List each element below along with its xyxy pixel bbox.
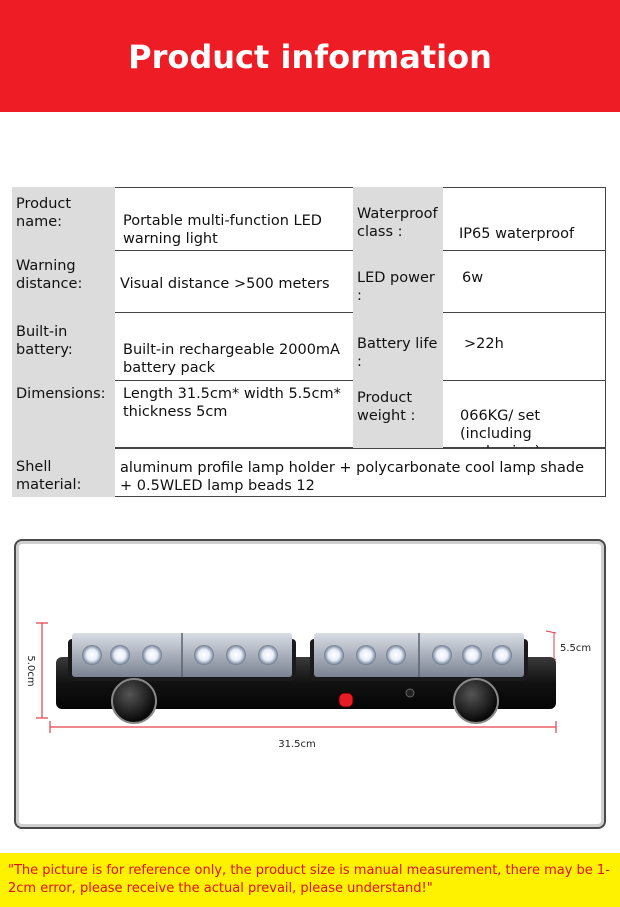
led-value: 6w xyxy=(462,270,484,286)
weight-label: Product weight : xyxy=(357,390,416,424)
width-label: 31.5cm xyxy=(278,739,316,750)
battery-life-value: >22h xyxy=(464,336,504,352)
disclaimer-text: "The picture is for reference only, the product size is manual measurement, there may be 1-2cm error, please receive the actual prevail, please understand!" xyxy=(8,863,610,896)
battery-label-cell xyxy=(12,313,115,381)
led-value-cell xyxy=(443,251,606,313)
product-name-label: Product name: xyxy=(16,196,72,230)
shell-label-cell xyxy=(12,448,115,497)
disclaimer-banner xyxy=(0,853,620,907)
product-name-value: Portable multi-function LED warning light xyxy=(123,213,322,247)
dimensions-value-cell xyxy=(115,381,353,448)
led-label-cell xyxy=(353,251,443,313)
height-dimension xyxy=(25,623,48,718)
spec-table xyxy=(12,187,606,497)
page-title: Product information xyxy=(128,38,492,76)
power-switch xyxy=(339,693,353,707)
width-dimension xyxy=(50,721,556,750)
battery-label: Built-in battery: xyxy=(16,324,73,358)
waterproof-label-cell xyxy=(353,187,443,251)
dimensions-label-cell xyxy=(12,381,115,448)
warning-label: Warning distance: xyxy=(16,258,83,292)
warning-label-cell xyxy=(12,251,115,313)
weight-value: 066KG/ set (including xyxy=(460,408,541,442)
height-label: 5.0cm xyxy=(25,655,36,687)
warning-value: Visual distance >500 meters xyxy=(120,276,330,292)
depth-label: 5.5cm xyxy=(560,643,592,654)
battery-life-value-cell xyxy=(443,313,606,381)
led-label: LED power : xyxy=(357,270,435,304)
battery-life-label: Battery life : xyxy=(357,336,438,370)
product-name-value-cell xyxy=(115,187,353,251)
warning-value-cell xyxy=(115,251,353,313)
charge-port xyxy=(406,689,414,697)
left-knob xyxy=(112,679,156,723)
shell-value-cell xyxy=(115,448,606,497)
weight-value-cell xyxy=(443,381,606,448)
product-name-label-cell xyxy=(12,187,115,251)
waterproof-value-cell xyxy=(443,187,606,251)
product-photo xyxy=(14,539,606,829)
waterproof-value: IP65 waterproof xyxy=(459,226,575,242)
battery-value-cell xyxy=(115,313,353,381)
dimensions-value: Length 31.5cm* width 5.5cm* thickness 5cm xyxy=(123,386,341,420)
battery-life-label-cell xyxy=(353,313,443,381)
header-banner xyxy=(0,0,620,112)
weight-label-cell xyxy=(353,381,443,448)
shell-value: aluminum profile lamp holder + polycarbonate cool lamp shade + 0.5WLED lamp beads 12 xyxy=(120,460,585,494)
right-knob xyxy=(454,679,498,723)
product-illustration xyxy=(16,541,604,827)
dimensions-label: Dimensions: xyxy=(16,386,106,402)
shell-label: Shell material: xyxy=(16,459,82,493)
waterproof-label: Waterproof class : xyxy=(357,206,438,240)
battery-value: Built-in rechargeable 2000mA battery pack xyxy=(123,342,340,376)
